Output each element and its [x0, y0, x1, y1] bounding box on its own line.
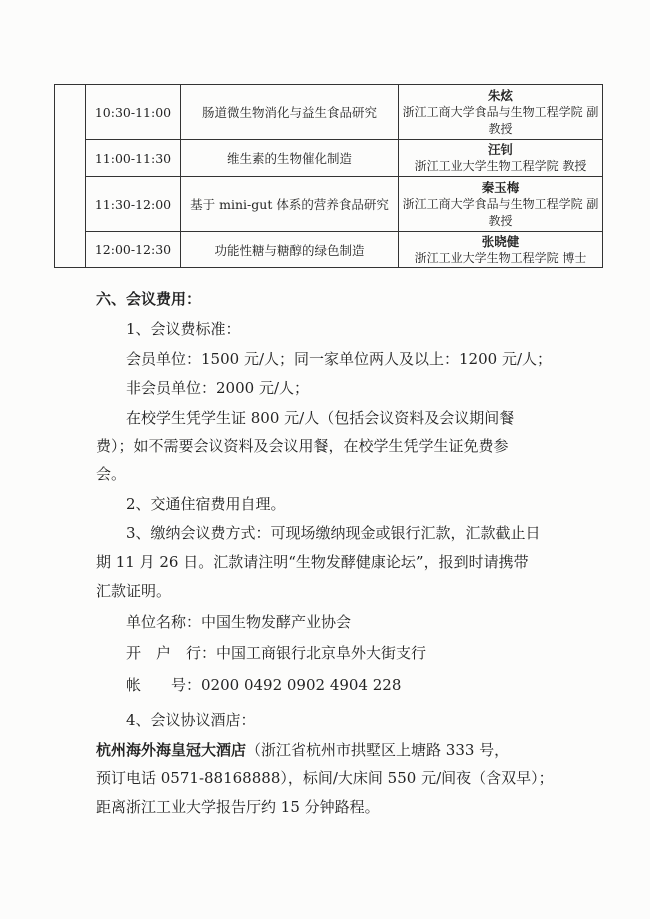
speaker-name: 汪钊	[487, 142, 513, 157]
speaker-affiliation: 浙江工业大学生物工程学院 教授	[414, 159, 587, 173]
topic-cell: 维生素的生物催化制造	[181, 140, 399, 177]
table-row	[55, 140, 603, 177]
hotel-address: （浙江省杭州市拱墅区上塘路 333 号，	[246, 741, 510, 759]
student-fee-line-1: 在校学生凭学生证 800 元/人（包括会议资料及会议期间餐	[126, 409, 515, 427]
session-cell	[55, 85, 86, 268]
speaker-cell	[399, 85, 603, 140]
topic-cell: 功能性糖与糖醇的绿色制造	[181, 232, 399, 268]
account-number: 帐 号：0200 0492 0902 4904 228	[126, 676, 402, 694]
student-fee-line-2: 费）；如不需要会议资料及会议用餐，在校学生凭学生证免费参	[96, 437, 509, 455]
payment-line-2: 期 11 月 26 日。汇款请注明“生物发酵健康论坛”，报到时请携带	[96, 553, 529, 571]
hotel-line-3: 距离浙江工业大学报告厅约 15 分钟路程。	[96, 798, 380, 816]
time-cell: 12:00-12:30	[86, 232, 181, 268]
payment-line-3: 汇款证明。	[96, 582, 172, 600]
speaker-affiliation: 浙江工商大学食品与生物工程学院 副教授	[402, 104, 599, 136]
bank-name: 开 户 行：中国工商银行北京阜外大街支行	[126, 644, 427, 662]
topic-cell: 基于 mini-gut 体系的营养食品研究	[181, 177, 399, 232]
nonmember-fee: 非会员单位：2000 元/人；	[126, 379, 309, 397]
student-fee-line-3: 会。	[96, 465, 127, 483]
time-cell: 10:30-11:00	[86, 85, 181, 140]
speaker-cell	[399, 232, 603, 268]
time-cell: 11:30-12:00	[86, 177, 181, 232]
speaker-cell	[399, 177, 603, 232]
hotel-name: 杭州海外海皇冠大酒店	[96, 741, 247, 759]
speaker-cell	[399, 140, 603, 177]
speaker-name: 朱炫	[487, 87, 513, 103]
topic-cell: 肠道微生物消化与益生食品研究	[181, 85, 399, 140]
hotel-heading: 4、会议协议酒店：	[126, 711, 256, 729]
payment-line-1: 3、缴纳会议费方式：可现场缴纳现金或银行汇款，汇款截止日	[126, 524, 541, 542]
schedule-table	[54, 84, 603, 268]
table-row	[55, 85, 603, 140]
time-cell: 11:00-11:30	[86, 140, 181, 177]
section-title: 六、会议费用：	[96, 290, 202, 308]
table-row	[55, 177, 603, 232]
speaker-affiliation: 浙江工商大学食品与生物工程学院 副教授	[402, 196, 599, 228]
member-fee: 会员单位：1500 元/人；同一家单位两人及以上：1200 元/人；	[126, 350, 552, 368]
hotel-line-1	[96, 740, 509, 760]
fee-standard-heading: 1、会议费标准：	[126, 320, 241, 338]
unit-name: 单位名称：中国生物发酵产业协会	[126, 613, 352, 631]
table-row	[55, 232, 603, 268]
hotel-line-2: 预订电话 0571-88168888），标间/大床间 550 元/间夜（含双早）；	[96, 769, 554, 787]
speaker-name: 秦玉梅	[481, 179, 520, 195]
speaker-name: 张晓健	[481, 233, 520, 249]
transport-note: 2、交通住宿费用自理。	[126, 495, 286, 513]
speaker-affiliation: 浙江工业大学生物工程学院 博士	[414, 250, 587, 265]
